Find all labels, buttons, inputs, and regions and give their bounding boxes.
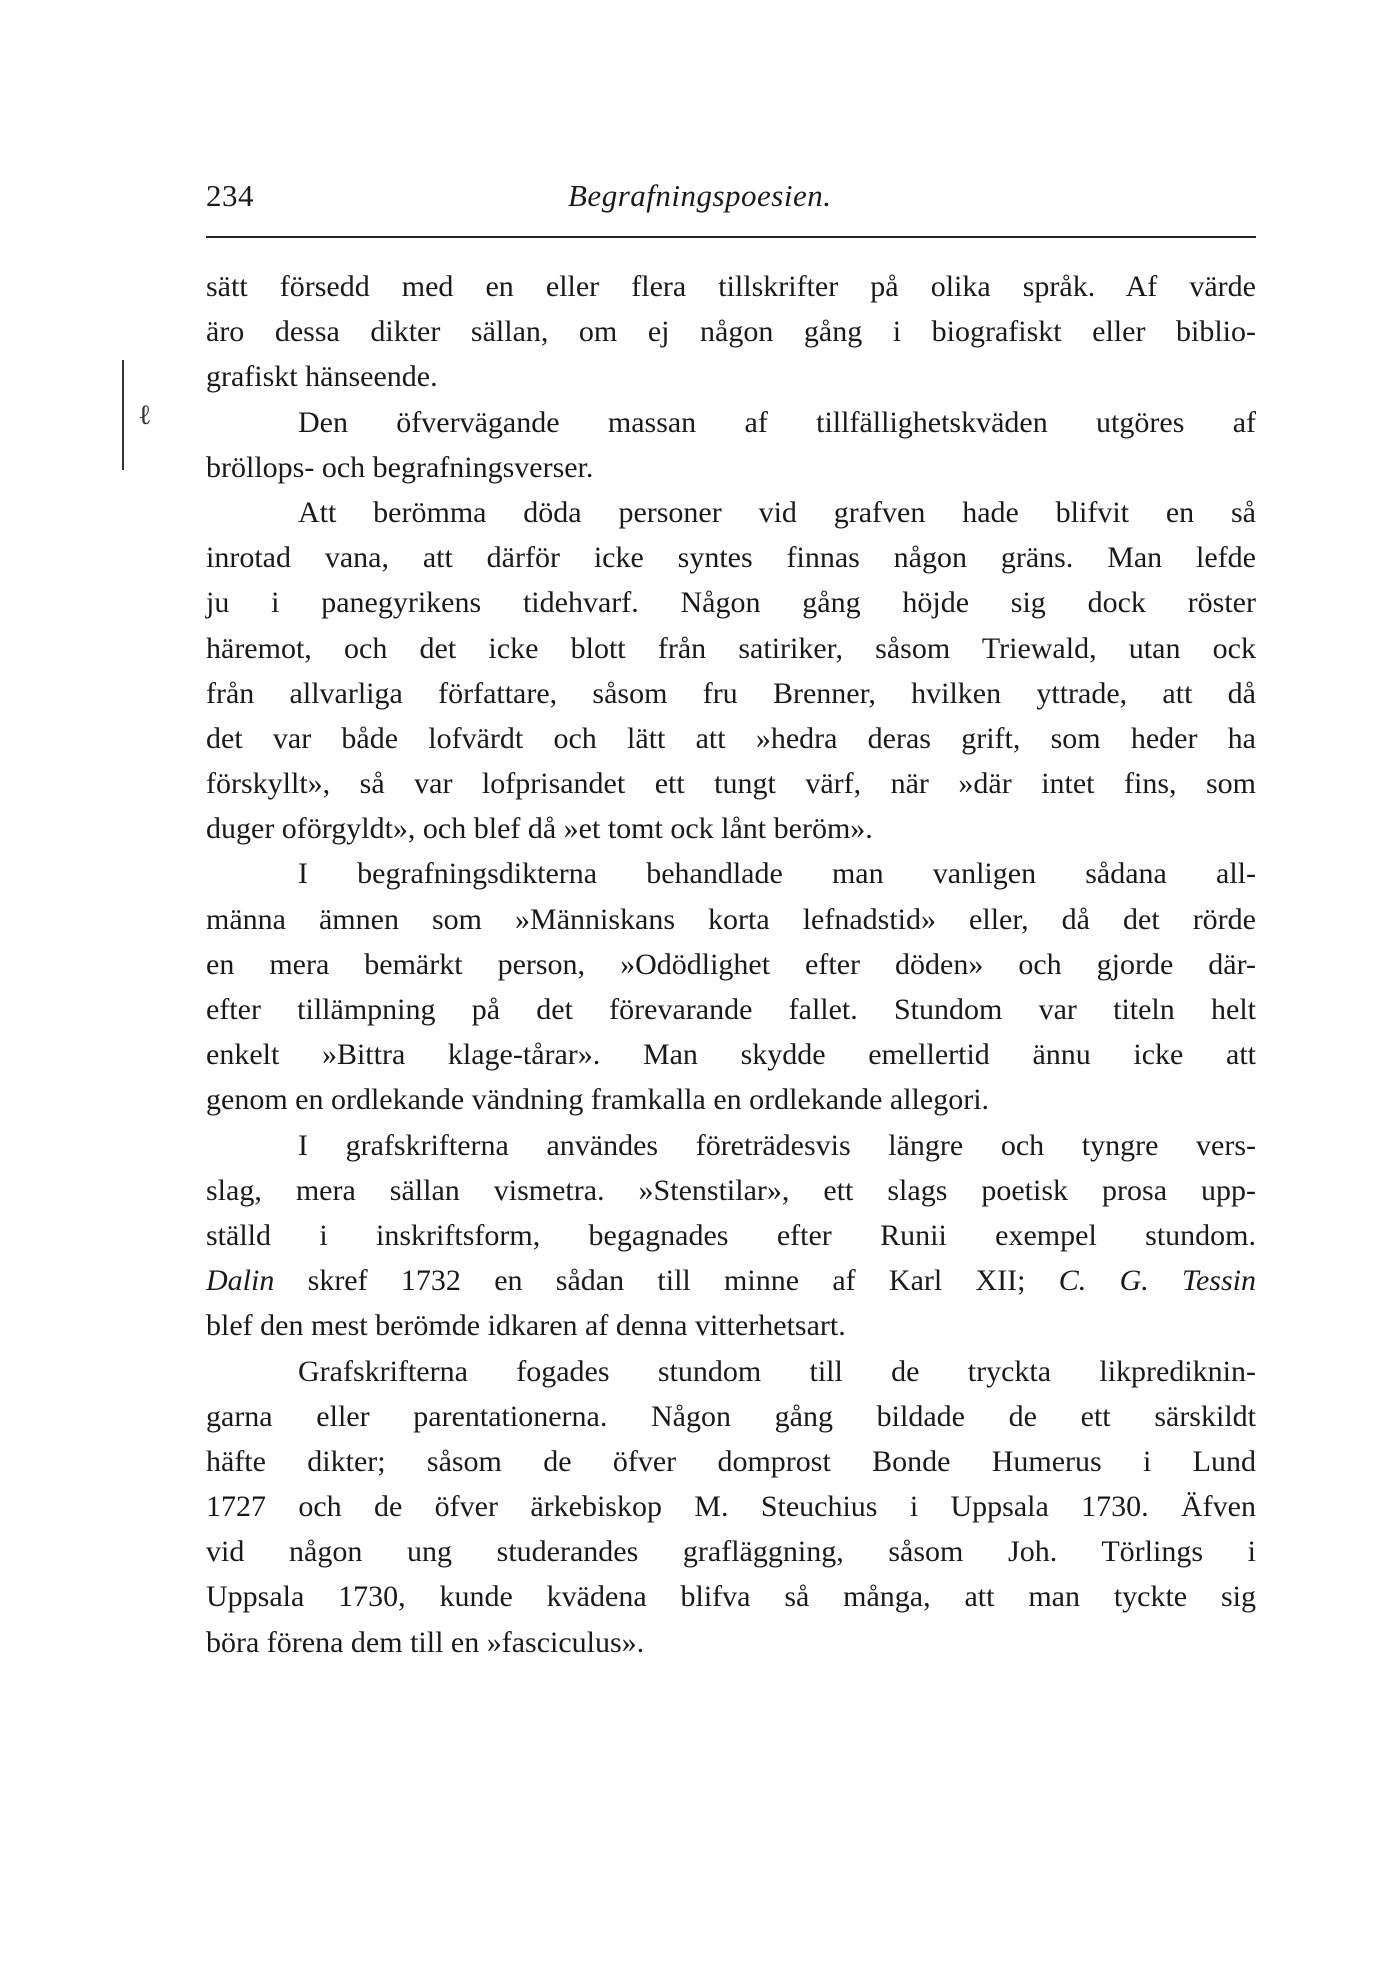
text-line: blef den mest berömde idkaren af denna vitterhetsart. <box>206 1309 846 1343</box>
margin-glyph: ℓ <box>138 398 152 431</box>
running-title: Begrafningspoesien. <box>568 178 832 213</box>
text-line: inrotad vana, att därför icke syntes finnas någon gräns. Man lefde <box>206 541 1256 575</box>
page-number: 234 <box>206 178 254 213</box>
text-line: Att berömma döda personer vid grafven hade blifvit en så <box>298 495 1256 529</box>
text-line: äro dessa dikter sällan, om ej någon gång i biografiskt eller biblio- <box>206 315 1256 349</box>
text-line: slag, mera sällan vismetra. »Stenstilar», ett slags poetisk prosa upp- <box>206 1173 1256 1207</box>
paragraph <box>206 1123 1256 1349</box>
header-rule <box>206 236 1256 238</box>
margin-annotation <box>118 360 178 470</box>
text-line: grafiskt hänseende. <box>206 360 438 394</box>
text-line: genom en ordlekande vändning framkalla en ordlekande allegori. <box>206 1083 990 1117</box>
text-line: garna eller parentationerna. Någon gång bildade de ett särskildt <box>206 1399 1256 1433</box>
paragraph <box>206 400 1256 490</box>
text-line: bröllops- och begrafningsverser. <box>206 450 594 484</box>
text-line: ju i panegyrikens tidehvarf. Någon gång höjde sig dock röster <box>206 586 1256 620</box>
text-line: männa ämnen som »Människans korta lefnadstid» eller, då det rörde <box>206 902 1256 936</box>
paragraph <box>206 851 1256 1122</box>
text-line: 1727 och de öfver ärkebiskop M. Steuchius i Uppsala 1730. Äfven <box>206 1490 1256 1524</box>
text-line: duger oförgyldt», och blef då »et tomt ock lånt beröm». <box>206 812 873 846</box>
paragraph <box>206 264 1256 400</box>
text-line: förskyllt», så var lofprisandet ett tungt värf, när »där intet fins, som <box>206 767 1256 801</box>
text-line: en mera bemärkt person, »Odödlighet efter döden» och gjorde där- <box>206 947 1256 981</box>
text-line: det var både lofvärdt och lätt att »hedra deras grift, som heder ha <box>206 721 1256 755</box>
text-line: ställd i inskriftsform, begagnades efter Runii exempel stundom. <box>206 1218 1256 1252</box>
text-line: I begrafningsdikterna behandlade man vanligen sådana all- <box>298 857 1256 891</box>
margin-bar <box>122 360 124 470</box>
text-line: I grafskrifterna användes företrädesvis längre och tyngre vers- <box>298 1128 1256 1162</box>
text-line: Dalin skref 1732 en sådan till minne af Karl XII; C. G. Tessin <box>206 1264 1256 1298</box>
running-head <box>206 178 1256 228</box>
text-line: enkelt »Bittra klage-tårar». Man skydde emellertid ännu icke att <box>206 1038 1256 1072</box>
text-line: efter tillämpning på det förevarande fallet. Stundom var titeln helt <box>206 993 1256 1026</box>
text-line: från allvarliga författare, såsom fru Brenner, hvilken yttrade, att då <box>206 676 1256 710</box>
text-line: häfte dikter; såsom de öfver domprost Bonde Humerus i Lund <box>206 1444 1256 1478</box>
text-line: Grafskrifterna fogades stundom till de tryckta likprediknin- <box>298 1354 1256 1388</box>
paragraph <box>206 490 1256 852</box>
text-line: häremot, och det icke blott från satiriker, såsom Triewald, utan ock <box>206 631 1256 665</box>
text-line: sätt försedd med en eller flera tillskrifter på olika språk. Af värde <box>206 270 1256 303</box>
text-line: Uppsala 1730, kunde kvädena blifva så många, att man tyckte sig <box>206 1580 1256 1614</box>
body-text <box>206 264 1256 1665</box>
text-line: böra förena dem till en »fasciculus». <box>206 1625 645 1659</box>
text-line: vid någon ung studerandes grafläggning, såsom Joh. Törlings i <box>206 1535 1256 1569</box>
text-line: Den öfvervägande massan af tillfällighetskväden utgöres af <box>298 405 1256 439</box>
paragraph <box>206 1349 1256 1665</box>
